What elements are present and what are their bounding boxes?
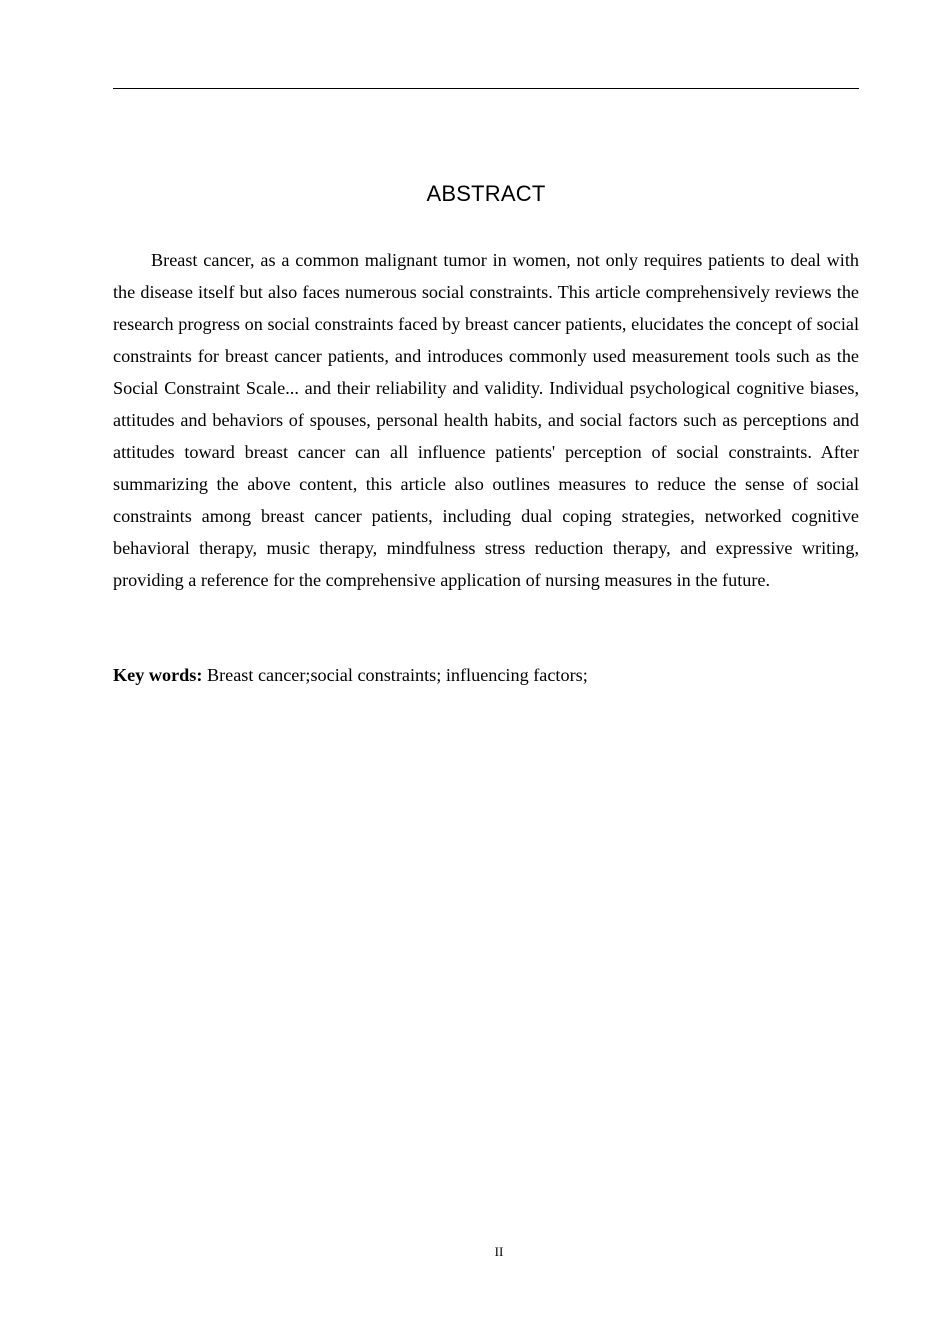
keywords-label: Key words:: [113, 665, 203, 685]
header-rule: [113, 88, 859, 89]
abstract-body: Breast cancer, as a common malignant tumor in women, not only requires patients to deal with the disease itself but also faces numerous social constraints. This article comprehensively reviews the research progress on social constraints faced by breast cancer patients, elucidates the concept of social constraints for breast cancer patients, and introduces commonly used measurement tools such as the Social Constraint Scale... and their reliability and validity. Individual psychological cognitive biases, attitudes and behaviors of spouses, personal health habits, and social factors such as perceptions and attitudes toward breast cancer can all influence patients' perception of social constraints. After summarizing the above content, this article also outlines measures to reduce the sense of social constraints among breast cancer patients, including dual coping strategies, networked cognitive behavioral therapy, music therapy, mindfulness stress reduction therapy, and expressive writing, providing a reference for the comprehensive application of nursing measures in the future.: [113, 250, 859, 590]
abstract-title: ABSTRACT: [426, 181, 546, 206]
keywords-text: Breast cancer;social constraints; influencing factors;: [202, 665, 588, 685]
keywords-line: [113, 659, 859, 691]
page-number: II: [494, 1244, 504, 1259]
